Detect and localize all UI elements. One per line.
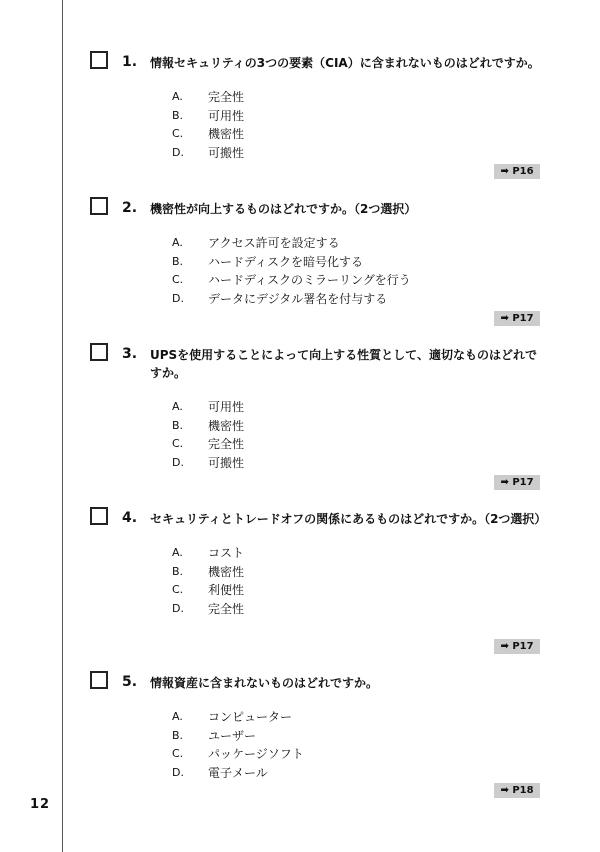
question-number: 2. xyxy=(122,200,138,216)
choice-letter: C. xyxy=(172,437,184,450)
question-checkbox[interactable] xyxy=(90,197,108,215)
question-checkbox[interactable] xyxy=(90,51,108,69)
question-text: セキュリティとトレードオフの関係にあるものはどれですか。（2つ選択） xyxy=(150,512,547,526)
question-number: 1. xyxy=(122,54,138,70)
choice-list xyxy=(90,234,550,308)
arrow-right-icon: ➡ xyxy=(500,785,509,796)
choice-text: 可搬性 xyxy=(208,145,245,160)
choice-letter: B. xyxy=(172,254,184,268)
choice-b xyxy=(90,417,550,436)
choice-a xyxy=(90,234,550,253)
choice-list xyxy=(90,708,550,782)
question-4 xyxy=(90,510,550,618)
choice-text: 利便性 xyxy=(208,583,245,597)
page-reference xyxy=(494,639,540,654)
choice-text: 機密性 xyxy=(208,564,245,579)
choice-c xyxy=(90,271,550,290)
arrow-right-icon: ➡ xyxy=(500,166,509,177)
choice-b xyxy=(90,727,550,746)
question-header xyxy=(90,54,550,72)
choice-text: 可用性 xyxy=(208,108,245,123)
page-reference xyxy=(494,783,540,798)
choice-text: アクセス許可を設定する xyxy=(208,236,340,250)
choice-text: ハードディスクのミラーリングを行う xyxy=(208,273,411,287)
question-number: 5. xyxy=(122,674,138,690)
question-text: 情報セキュリティの3つの要素（CIA）に含まれないものはどれですか。 xyxy=(150,56,540,70)
choice-letter: C. xyxy=(172,273,184,286)
choice-d xyxy=(90,764,550,783)
question-number: 4. xyxy=(122,510,138,526)
question-number: 3. xyxy=(122,346,138,362)
choice-letter: C. xyxy=(172,747,184,760)
choice-b xyxy=(90,563,550,582)
question-5 xyxy=(90,674,550,782)
question-3 xyxy=(90,346,550,472)
question-header xyxy=(90,346,550,382)
arrow-right-icon: ➡ xyxy=(500,313,509,324)
page-reference-label: P18 xyxy=(512,785,534,796)
question-header xyxy=(90,200,550,218)
choice-letter: A. xyxy=(172,400,183,413)
choice-text: ハードディスクを暗号化する xyxy=(208,254,364,269)
choice-text: 可搬性 xyxy=(208,455,245,470)
choice-a xyxy=(90,398,550,417)
question-text: UPSを使用することによって向上する性質として、適切なものはどれですか。 xyxy=(150,348,537,380)
choice-c xyxy=(90,581,550,600)
page-reference-label: P17 xyxy=(512,477,534,488)
question-text: 機密性が向上するものはどれですか。（2つ選択） xyxy=(150,202,417,216)
choice-text: データにデジタル署名を付与する xyxy=(208,291,388,306)
choice-text: 完全性 xyxy=(208,437,245,451)
choice-d xyxy=(90,290,550,309)
choice-d xyxy=(90,454,550,473)
page-reference xyxy=(494,475,540,490)
choice-a xyxy=(90,544,550,563)
choice-letter: D. xyxy=(172,455,184,469)
choice-letter: D. xyxy=(172,145,184,159)
choice-text: 可用性 xyxy=(208,400,245,414)
choice-letter: A. xyxy=(172,710,183,723)
choice-text: 機密性 xyxy=(208,418,245,433)
page-reference-label: P17 xyxy=(512,313,534,324)
arrow-right-icon: ➡ xyxy=(500,641,509,652)
choice-letter: B. xyxy=(172,418,184,432)
question-checkbox[interactable] xyxy=(90,343,108,361)
choice-list xyxy=(90,544,550,618)
choice-c xyxy=(90,125,550,144)
choice-d xyxy=(90,144,550,163)
question-checkbox[interactable] xyxy=(90,671,108,689)
choice-b xyxy=(90,107,550,126)
choice-text: コンピューター xyxy=(208,710,293,724)
choice-letter: D. xyxy=(172,765,184,779)
question-1 xyxy=(90,54,550,162)
question-checkbox[interactable] xyxy=(90,507,108,525)
choice-letter: B. xyxy=(172,108,184,122)
choice-letter: C. xyxy=(172,127,184,140)
choice-a xyxy=(90,708,550,727)
choice-letter: A. xyxy=(172,236,183,249)
question-header xyxy=(90,510,550,528)
choice-text: 完全性 xyxy=(208,90,245,104)
question-2 xyxy=(90,200,550,308)
question-text: 情報資産に含まれないものはどれですか。 xyxy=(150,676,379,690)
choice-list xyxy=(90,398,550,472)
choice-c xyxy=(90,435,550,454)
choice-d xyxy=(90,600,550,619)
choice-letter: A. xyxy=(172,90,183,103)
choice-b xyxy=(90,253,550,272)
arrow-right-icon: ➡ xyxy=(500,477,509,488)
choice-a xyxy=(90,88,550,107)
margin-rule xyxy=(62,0,63,852)
choice-text: 機密性 xyxy=(208,127,245,141)
page-reference xyxy=(494,311,540,326)
choice-text: ユーザー xyxy=(208,728,257,743)
choice-letter: B. xyxy=(172,564,184,578)
page-number: 12 xyxy=(30,797,51,812)
choice-text: パッケージソフト xyxy=(208,747,304,761)
choice-letter: D. xyxy=(172,291,184,305)
page-reference-label: P17 xyxy=(512,641,534,652)
question-header xyxy=(90,674,550,692)
choice-letter: B. xyxy=(172,728,184,742)
choice-list xyxy=(90,88,550,162)
choice-letter: A. xyxy=(172,546,183,559)
page-reference xyxy=(494,164,540,179)
choice-letter: C. xyxy=(172,583,184,596)
choice-text: 完全性 xyxy=(208,601,245,616)
page-reference-label: P16 xyxy=(512,166,534,177)
choice-letter: D. xyxy=(172,601,184,615)
choice-text: 電子メール xyxy=(208,765,268,780)
choice-text: コスト xyxy=(208,546,245,560)
choice-c xyxy=(90,745,550,764)
